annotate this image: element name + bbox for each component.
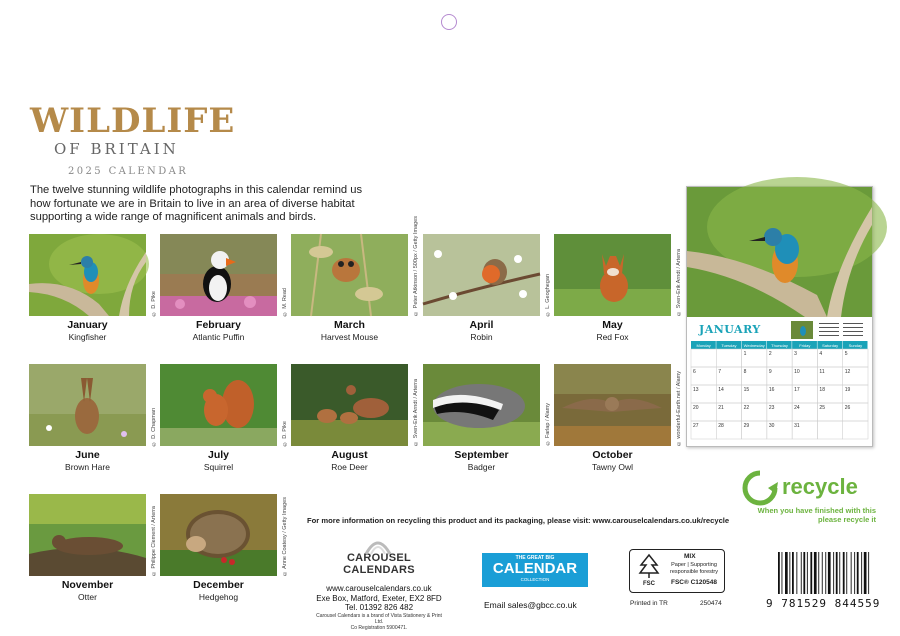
month-name: June [75, 449, 100, 461]
barcode-bar [810, 552, 812, 594]
date-number: 4 [819, 351, 823, 357]
badger-photo [423, 364, 551, 446]
month-name: July [207, 449, 229, 461]
weekday-label: Thursday [771, 343, 788, 348]
otter-photo [29, 494, 157, 576]
fsc-text: Paper | Supporting responsible forestry [670, 562, 718, 575]
month-name: September [454, 449, 509, 461]
publisher-website[interactable]: www.carouselcalendars.co.uk [326, 584, 432, 593]
photo-credit: © Philippe Clement / Arterra [151, 505, 157, 576]
month-name: October [592, 449, 633, 461]
date-number: 16 [768, 387, 775, 393]
gbc-sub-text: COLLECTION [520, 577, 550, 582]
barcode-bar [807, 552, 808, 594]
barcode-bar [801, 552, 802, 594]
photo-credit: © D. Chapman [151, 407, 157, 446]
month-tile-may [554, 234, 682, 342]
weekday-label: Tuesday [721, 343, 737, 348]
barcode-bar [857, 552, 859, 594]
barcode-bar [814, 552, 817, 594]
photo-credit: © D. Pike [282, 420, 288, 446]
date-number: 18 [819, 387, 825, 393]
squirrel-photo [160, 364, 288, 446]
animal-name: Kingfisher [68, 332, 107, 342]
animal-name: Atlantic Puffin [192, 332, 245, 342]
month-name: December [193, 579, 244, 591]
month-name: February [196, 319, 241, 331]
date-number: 5 [844, 351, 848, 357]
month-tile-september [423, 364, 551, 472]
photo-credit: © Sven-Erik Arndt / Arterra [413, 379, 419, 446]
photo-credit: © L. Geoghegan [545, 273, 551, 316]
weekday-label: Friday [799, 343, 811, 348]
publisher-block [314, 538, 444, 631]
barcode-bar [789, 552, 790, 594]
photo-credit: © M. Read [282, 287, 288, 316]
barcode-bar [803, 552, 805, 594]
photo-credit: © Sven-Erik Arndt / Arterra [676, 249, 682, 316]
publisher-registration: Co Registration 5900471. [350, 624, 408, 631]
barcode-bar [785, 552, 788, 594]
month-tile-january [29, 234, 157, 342]
publisher-brand-note: Carousel Calendars is a brand of Vista Stationery & Print Ltd. [316, 612, 442, 625]
fsc-label [629, 549, 725, 593]
date-number: 7 [718, 369, 722, 375]
barcode-bar [828, 552, 831, 594]
date-number: 11 [819, 369, 825, 375]
harvest-mouse-photo [291, 216, 419, 316]
recycling-info: For more information on recycling this product and its packaging, please visit: www.carouselcalendars.co.uk/recycle [307, 516, 730, 525]
recycle-word: recycle [782, 474, 858, 499]
animal-name: Squirrel [203, 462, 234, 472]
red-fox-photo [554, 234, 682, 316]
fsc-tree-icon [638, 553, 660, 579]
photo-credit: © Anne Coatesy / Getty Images [282, 496, 288, 576]
date-cell [716, 349, 741, 367]
barcode-bar [825, 552, 826, 594]
animal-name: Brown Hare [65, 462, 110, 472]
date-number: 20 [693, 405, 699, 411]
date-number: 8 [743, 369, 747, 375]
date-number: 15 [743, 387, 750, 393]
month-tile-december [160, 494, 288, 602]
month-tile-march [291, 216, 419, 342]
printed-in: Printed in TR [630, 600, 668, 607]
hanging-hole [441, 14, 457, 30]
barcode-bar [839, 552, 840, 594]
barcode-bar [822, 552, 823, 594]
product-code: 250474 [700, 600, 722, 607]
barcode-bar [782, 552, 783, 594]
month-tile-june [29, 364, 157, 472]
date-number: 13 [693, 387, 699, 393]
fsc-word: FSC [643, 581, 655, 587]
animal-name: Otter [78, 592, 97, 602]
calendar-page-preview [686, 186, 873, 447]
date-number: 14 [718, 387, 724, 393]
month-name: January [67, 319, 108, 331]
barcode-bar [868, 552, 869, 594]
preview-thumbnail [791, 321, 813, 339]
month-name: August [331, 449, 368, 461]
date-number: 10 [794, 369, 800, 375]
date-cell [817, 421, 842, 439]
date-number: 28 [718, 423, 724, 429]
date-number: 24 [794, 405, 800, 411]
month-tile-august [291, 364, 419, 472]
month-tile-february [160, 234, 288, 342]
brown-hare-photo [29, 364, 157, 446]
date-cell [691, 349, 716, 367]
month-name: April [469, 319, 494, 331]
photo-credit: © D. Pike [151, 290, 157, 316]
barcode-bar [792, 552, 794, 594]
date-number: 29 [743, 423, 750, 429]
barcode-bar [864, 552, 867, 594]
hedgehog-photo [160, 494, 288, 576]
date-number: 31 [794, 423, 800, 429]
barcode-bar [851, 552, 852, 594]
date-number: 26 [844, 405, 851, 411]
barcode-bar [836, 552, 838, 594]
carousel-swirl-icon [362, 536, 394, 556]
date-number: 30 [768, 423, 775, 429]
animal-name: Tawny Owl [591, 462, 634, 472]
barcode-bar [843, 552, 845, 594]
barcode [778, 552, 872, 594]
animal-name: Robin [470, 332, 493, 342]
animal-name: Harvest Mouse [320, 332, 379, 342]
carousel-logo: CAROUSEL CALENDARS [343, 552, 415, 576]
weekday-label: Monday [696, 343, 711, 348]
roe-deer-photo [291, 364, 419, 446]
month-tile-november [29, 494, 157, 602]
date-number: 9 [768, 369, 772, 375]
weekday-label: Sunday [848, 343, 863, 348]
month-tile-april [423, 234, 551, 342]
barcode-bar [833, 552, 834, 594]
calendar-year: 2025 CALENDAR [68, 166, 189, 177]
date-number: 19 [844, 387, 851, 393]
month-tile-july [160, 364, 288, 472]
animal-name: Red Fox [596, 332, 629, 342]
animal-name: Roe Deer [331, 462, 368, 472]
fsc-mix: MIX [684, 553, 696, 560]
month-name: November [61, 579, 114, 591]
month-name: March [334, 319, 365, 331]
weekday-label: Saturday [822, 343, 839, 348]
barcode-bar [854, 552, 855, 594]
publisher-address: Exe Box, Matford, Exeter, EX2 8FD [316, 593, 442, 603]
isbn-number: 9 781529 844559 [766, 597, 881, 610]
preview-date-grid [691, 341, 868, 441]
recycle-note: When you have finished with this please recycle it [757, 506, 876, 524]
date-number: 25 [819, 405, 825, 411]
gbc-top-text: THE GREAT BIG [515, 555, 555, 561]
weekday-label: Wednesday [743, 343, 765, 348]
kingfisher-photo [29, 234, 157, 316]
photo-credit: © Farlap / Alamy [545, 403, 551, 446]
fsc-code: FSC® C120548 [671, 579, 717, 586]
publisher-tel: Tel. 01392 826 482 [344, 603, 414, 612]
date-number: 21 [718, 405, 724, 411]
robin-photo [423, 234, 551, 316]
mini-calendars [819, 321, 865, 339]
barcode-bar [861, 552, 862, 594]
date-number: 22 [743, 405, 750, 411]
barcode-bar [778, 552, 780, 594]
month-name: May [602, 319, 623, 331]
sales-email[interactable]: Email sales@gbcc.co.uk [484, 600, 577, 610]
calendar-title: WILDLIFE [30, 101, 236, 141]
date-number: 1 [743, 351, 747, 357]
intro-text: The twelve stunning wildlife photographs in this calendar remind us how fortunate we are in Britain to live in an area of diverse habitat supporting a wide range of magnificent animals and birds. [30, 184, 363, 223]
date-number: 17 [794, 387, 800, 393]
preview-month-title: JANUARY [699, 323, 761, 336]
tawny-owl-photo [554, 364, 682, 446]
calendar-subtitle: OF BRITAIN [54, 140, 179, 158]
month-tile-october [554, 364, 682, 472]
animal-name: Hedgehog [198, 592, 239, 602]
gbc-main-text: CALENDAR [492, 560, 578, 577]
barcode-bar [796, 552, 797, 594]
great-big-calendar-logo [482, 553, 588, 587]
puffin-photo [160, 234, 288, 316]
date-number: 6 [693, 369, 696, 375]
date-number: 27 [693, 423, 699, 429]
date-number: 23 [768, 405, 775, 411]
recycle-icon [742, 470, 778, 506]
date-cell [843, 421, 868, 439]
date-number: 12 [844, 369, 851, 375]
animal-name: Badger [467, 462, 496, 472]
photo-credit: © wonderful-Earth.net / Alamy [676, 370, 682, 446]
barcode-bar [846, 552, 847, 594]
preview-kingfisher-photo [687, 187, 872, 317]
date-number: 3 [794, 351, 797, 357]
date-number: 2 [768, 351, 772, 357]
photo-credit: © Peter Atkinson / 500px / Getty Images [413, 216, 419, 316]
barcode-bar [818, 552, 819, 594]
